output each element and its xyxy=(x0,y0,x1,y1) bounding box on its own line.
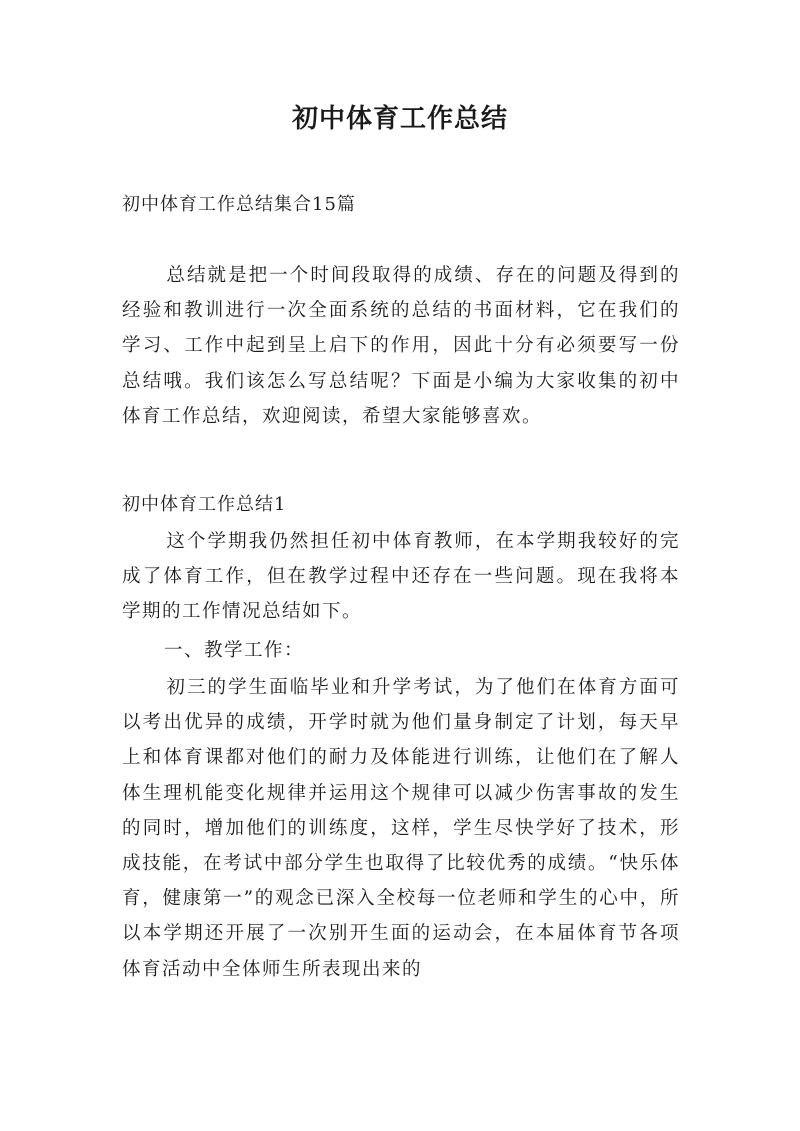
section-paragraph: 初三的学生面临毕业和升学考试，为了他们在体育方面可以考出优异的成绩，开学时就为他们量身制定了计划，每天早上和体育课都对他们的耐力及体能进行训练，让他们在了解人体生理机能变化规律并运用这个规律可以减少伤害事故的发生的同时，增加他们的训练度，这样，学生尽快学好了技术，形成技能，在考试中部分学生也取得了比较优秀的成绩。“快乐体育，健康第一”的观念已深入全校每一位老师和学生的心中，所以本学期还开展了一次别开生面的运动会，在本届体育节各项体育活动中全体师生所表现出来的 xyxy=(122,677,680,980)
document-subtitle: 初中体育工作总结集合15篇 xyxy=(122,194,356,215)
intro-paragraph: 总结就是把一个时间段取得的成绩、存在的问题及得到的经验和教训进行一次全面系统的总结的书面材料，它在我们的学习、工作中起到呈上启下的作用，因此十分有必须要写一份总结哦。我们该怎么写总结呢？下面是小编为大家收集的初中体育工作总结，欢迎阅读，希望大家能够喜欢。 xyxy=(122,265,680,427)
document-title: 初中体育工作总结 xyxy=(291,104,508,134)
section-subheading: 一、教学工作： xyxy=(164,640,305,661)
section-heading: 初中体育工作总结1 xyxy=(122,494,287,515)
section-paragraph: 这个学期我仍然担任初中体育教师，在本学期我较好的完成了体育工作，但在教学过程中还存在一些问题。现在我将本学期的工作情况总结如下。 xyxy=(122,531,680,623)
